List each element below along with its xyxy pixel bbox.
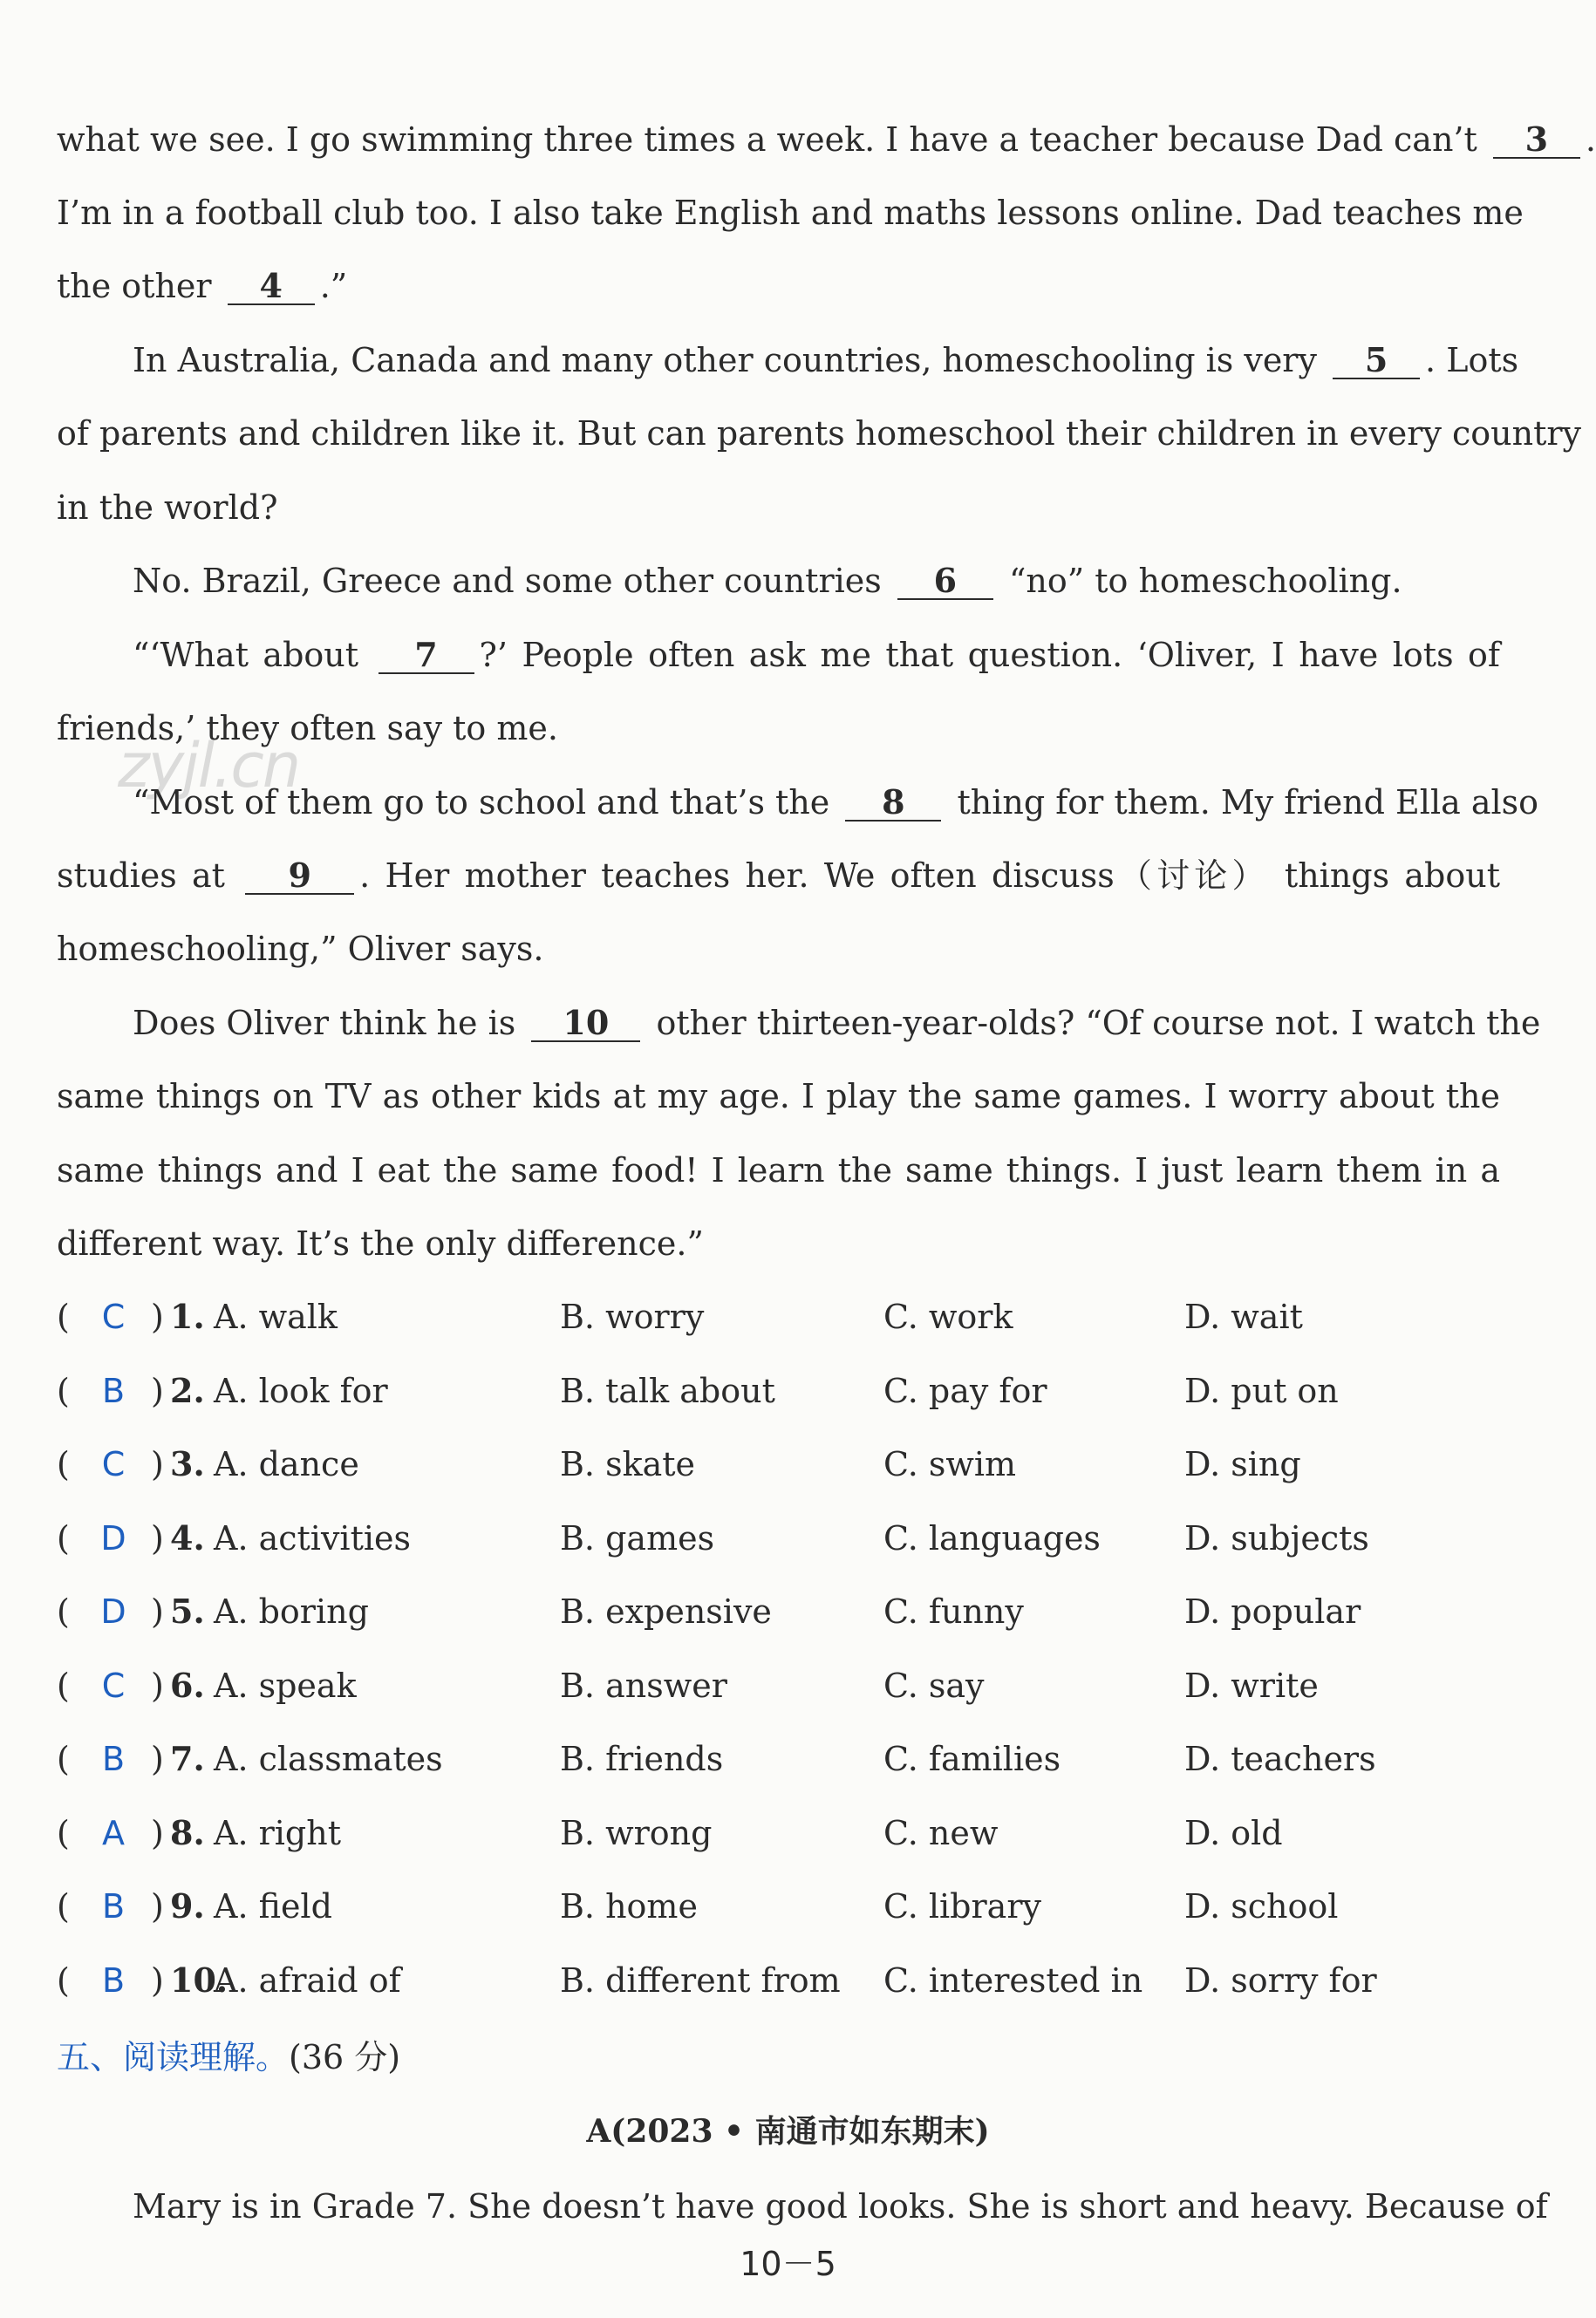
blank-9: 9 [245, 858, 354, 895]
question-row-6: ( C ) 6. A. speak B. answer C. say D. write [57, 1666, 1319, 1705]
passage-line-10: “Most of them go to school and that’s the 8 thing for them. My friend Ella also [133, 782, 1539, 822]
option-d: D. sing [1184, 1445, 1301, 1483]
passage-line-2: I’m in a football club too. I also take English and maths lessons online. Dad teaches me [57, 194, 1524, 232]
question-number: 6. [170, 1666, 205, 1705]
option-d: D. teachers [1184, 1740, 1376, 1778]
option-b: B. home [560, 1887, 698, 1926]
question-number: 9. [170, 1886, 205, 1926]
blank-7: 7 [379, 637, 474, 674]
passage-line-11: studies at 9 . Her mother teaches her. We often discuss（讨论） things about [57, 856, 1500, 895]
option-c: C. languages [883, 1519, 1101, 1558]
question-number: 1. [170, 1297, 205, 1336]
passage-line-5: of parents and children like it. But can parents homeschool their children in every country [57, 414, 1581, 453]
question-number: 2. [170, 1371, 205, 1410]
option-c: C. work [883, 1298, 1013, 1336]
option-b: B. games [560, 1519, 715, 1558]
passage-line-14: same things on TV as other kids at my age. I play the same games. I worry about the [57, 1077, 1500, 1115]
passage-line-8: “‘What about 7 ?’ People often ask me that question. ‘Oliver, I have lots of [133, 635, 1500, 674]
question-row-2: ( B ) 2. A. look for B. talk about C. pay for D. put on [57, 1371, 1339, 1410]
option-b: B. wrong [560, 1814, 713, 1852]
passage-line-16: different way. It’s the only difference.” [57, 1224, 704, 1263]
blank-5: 5 [1333, 343, 1420, 379]
passage-line-12: homeschooling,” Oliver says. [57, 930, 544, 968]
answer-3: C [101, 1445, 126, 1483]
answer-5: D [100, 1592, 126, 1631]
watermark: zyjl.cn [118, 730, 300, 801]
blank-8: 8 [845, 785, 941, 822]
question-number: 3. [170, 1444, 205, 1483]
option-b: B. friends [560, 1740, 724, 1778]
option-a: A. dance [214, 1445, 359, 1483]
option-c: C. say [883, 1667, 985, 1705]
question-row-4: ( D ) 4. A. activities B. games C. languages D. subjects [57, 1518, 1369, 1558]
option-a: A. boring [214, 1592, 369, 1631]
option-c: C. families [883, 1740, 1061, 1778]
blank-4: 4 [228, 269, 315, 305]
question-row-7: ( B ) 7. A. classmates B. friends C. families D. teachers [57, 1739, 1376, 1778]
option-c: C. new [883, 1814, 999, 1852]
question-row-5: ( D ) 5. A. boring B. expensive C. funny D. popular [57, 1592, 1361, 1631]
answer-7: B [101, 1740, 126, 1778]
option-a: A. afraid of [214, 1961, 401, 2000]
option-c: C. swim [883, 1445, 1017, 1483]
answer-2: B [101, 1372, 126, 1410]
question-number: 10. [170, 1960, 228, 2000]
option-b: B. expensive [560, 1592, 772, 1631]
option-d: D. popular [1184, 1592, 1361, 1631]
question-row-3: ( C ) 3. A. dance B. skate C. swim D. sing [57, 1444, 1301, 1483]
option-b: B. worry [560, 1298, 705, 1336]
answer-10: B [101, 1961, 126, 2000]
answer-6: C [101, 1667, 126, 1705]
option-b: B. answer [560, 1667, 727, 1705]
option-d: D. put on [1184, 1372, 1339, 1410]
option-c: C. funny [883, 1592, 1024, 1631]
question-number: 7. [170, 1739, 205, 1778]
option-b: B. talk about [560, 1372, 775, 1410]
option-a: A. field [214, 1887, 332, 1926]
option-c: C. pay for [883, 1372, 1047, 1410]
passage-line-3: the other 4 .” [57, 266, 348, 305]
option-a: A. right [214, 1814, 341, 1852]
option-a: A. speak [214, 1667, 357, 1705]
question-number: 5. [170, 1592, 205, 1631]
option-d: D. school [1184, 1887, 1339, 1926]
option-a: A. activities [214, 1519, 411, 1558]
option-d: D. write [1184, 1667, 1319, 1705]
option-b: B. different from [560, 1961, 841, 2000]
option-a: A. look for [214, 1372, 388, 1410]
section-heading [57, 2036, 400, 2078]
blank-3: 3 [1493, 122, 1580, 159]
answer-1: C [101, 1298, 126, 1336]
option-b: B. skate [560, 1445, 696, 1483]
section-title: 五、阅读理解。 [57, 2038, 290, 2076]
option-d: D. sorry for [1184, 1961, 1377, 2000]
passage-b-line-1: Mary is in Grade 7. She doesn’t have good looks. She is short and heavy. Because of [133, 2187, 1548, 2226]
option-d: D. wait [1184, 1298, 1303, 1336]
question-row-9: ( B ) 9. A. field B. home C. library D. school [57, 1886, 1339, 1926]
question-row-1: ( C ) 1. A. walk B. worry C. work D. wait [57, 1297, 1303, 1336]
passage-line-4: In Australia, Canada and many other countries, homeschooling is very 5 . Lots [133, 340, 1519, 379]
passage-line-13: Does Oliver think he is 10 other thirteen-year-olds? “Of course not. I watch the [133, 1003, 1541, 1042]
question-number: 8. [170, 1813, 205, 1852]
option-c: C. interested in [883, 1961, 1143, 2000]
question-row-10: ( B ) 10. A. afraid of B. different from C. interested in D. sorry for [57, 1960, 1377, 2000]
page-number: 10－5 [740, 2245, 836, 2283]
option-a: A. classmates [214, 1740, 443, 1778]
passage-line-1: what we see. I go swimming three times a week. I have a teacher because Dad can’t 3 . [57, 119, 1596, 159]
option-d: D. subjects [1184, 1519, 1369, 1558]
option-c: C. library [883, 1887, 1041, 1926]
passage-line-15: same things and I eat the same food! I learn the same things. I just learn them in a [57, 1151, 1500, 1190]
blank-10: 10 [531, 1006, 640, 1042]
question-number: 4. [170, 1518, 205, 1558]
answer-8: A [102, 1814, 125, 1852]
passage-subheading: A(2023 • 南通市如东期末) [586, 2113, 990, 2150]
passage-line-6: in the world? [57, 488, 278, 527]
question-row-8: ( A ) 8. A. right B. wrong C. new D. old [57, 1813, 1283, 1852]
answer-4: D [100, 1519, 126, 1558]
option-a: A. walk [214, 1298, 338, 1336]
section-points: (36 分) [289, 2038, 401, 2076]
passage-line-9: friends,’ they often say to me. [57, 709, 558, 747]
passage-line-7: No. Brazil, Greece and some other countries 6 “no” to homeschooling. [133, 561, 1402, 600]
option-d: D. old [1184, 1814, 1283, 1852]
blank-6: 6 [897, 563, 993, 600]
answer-9: B [101, 1887, 126, 1926]
